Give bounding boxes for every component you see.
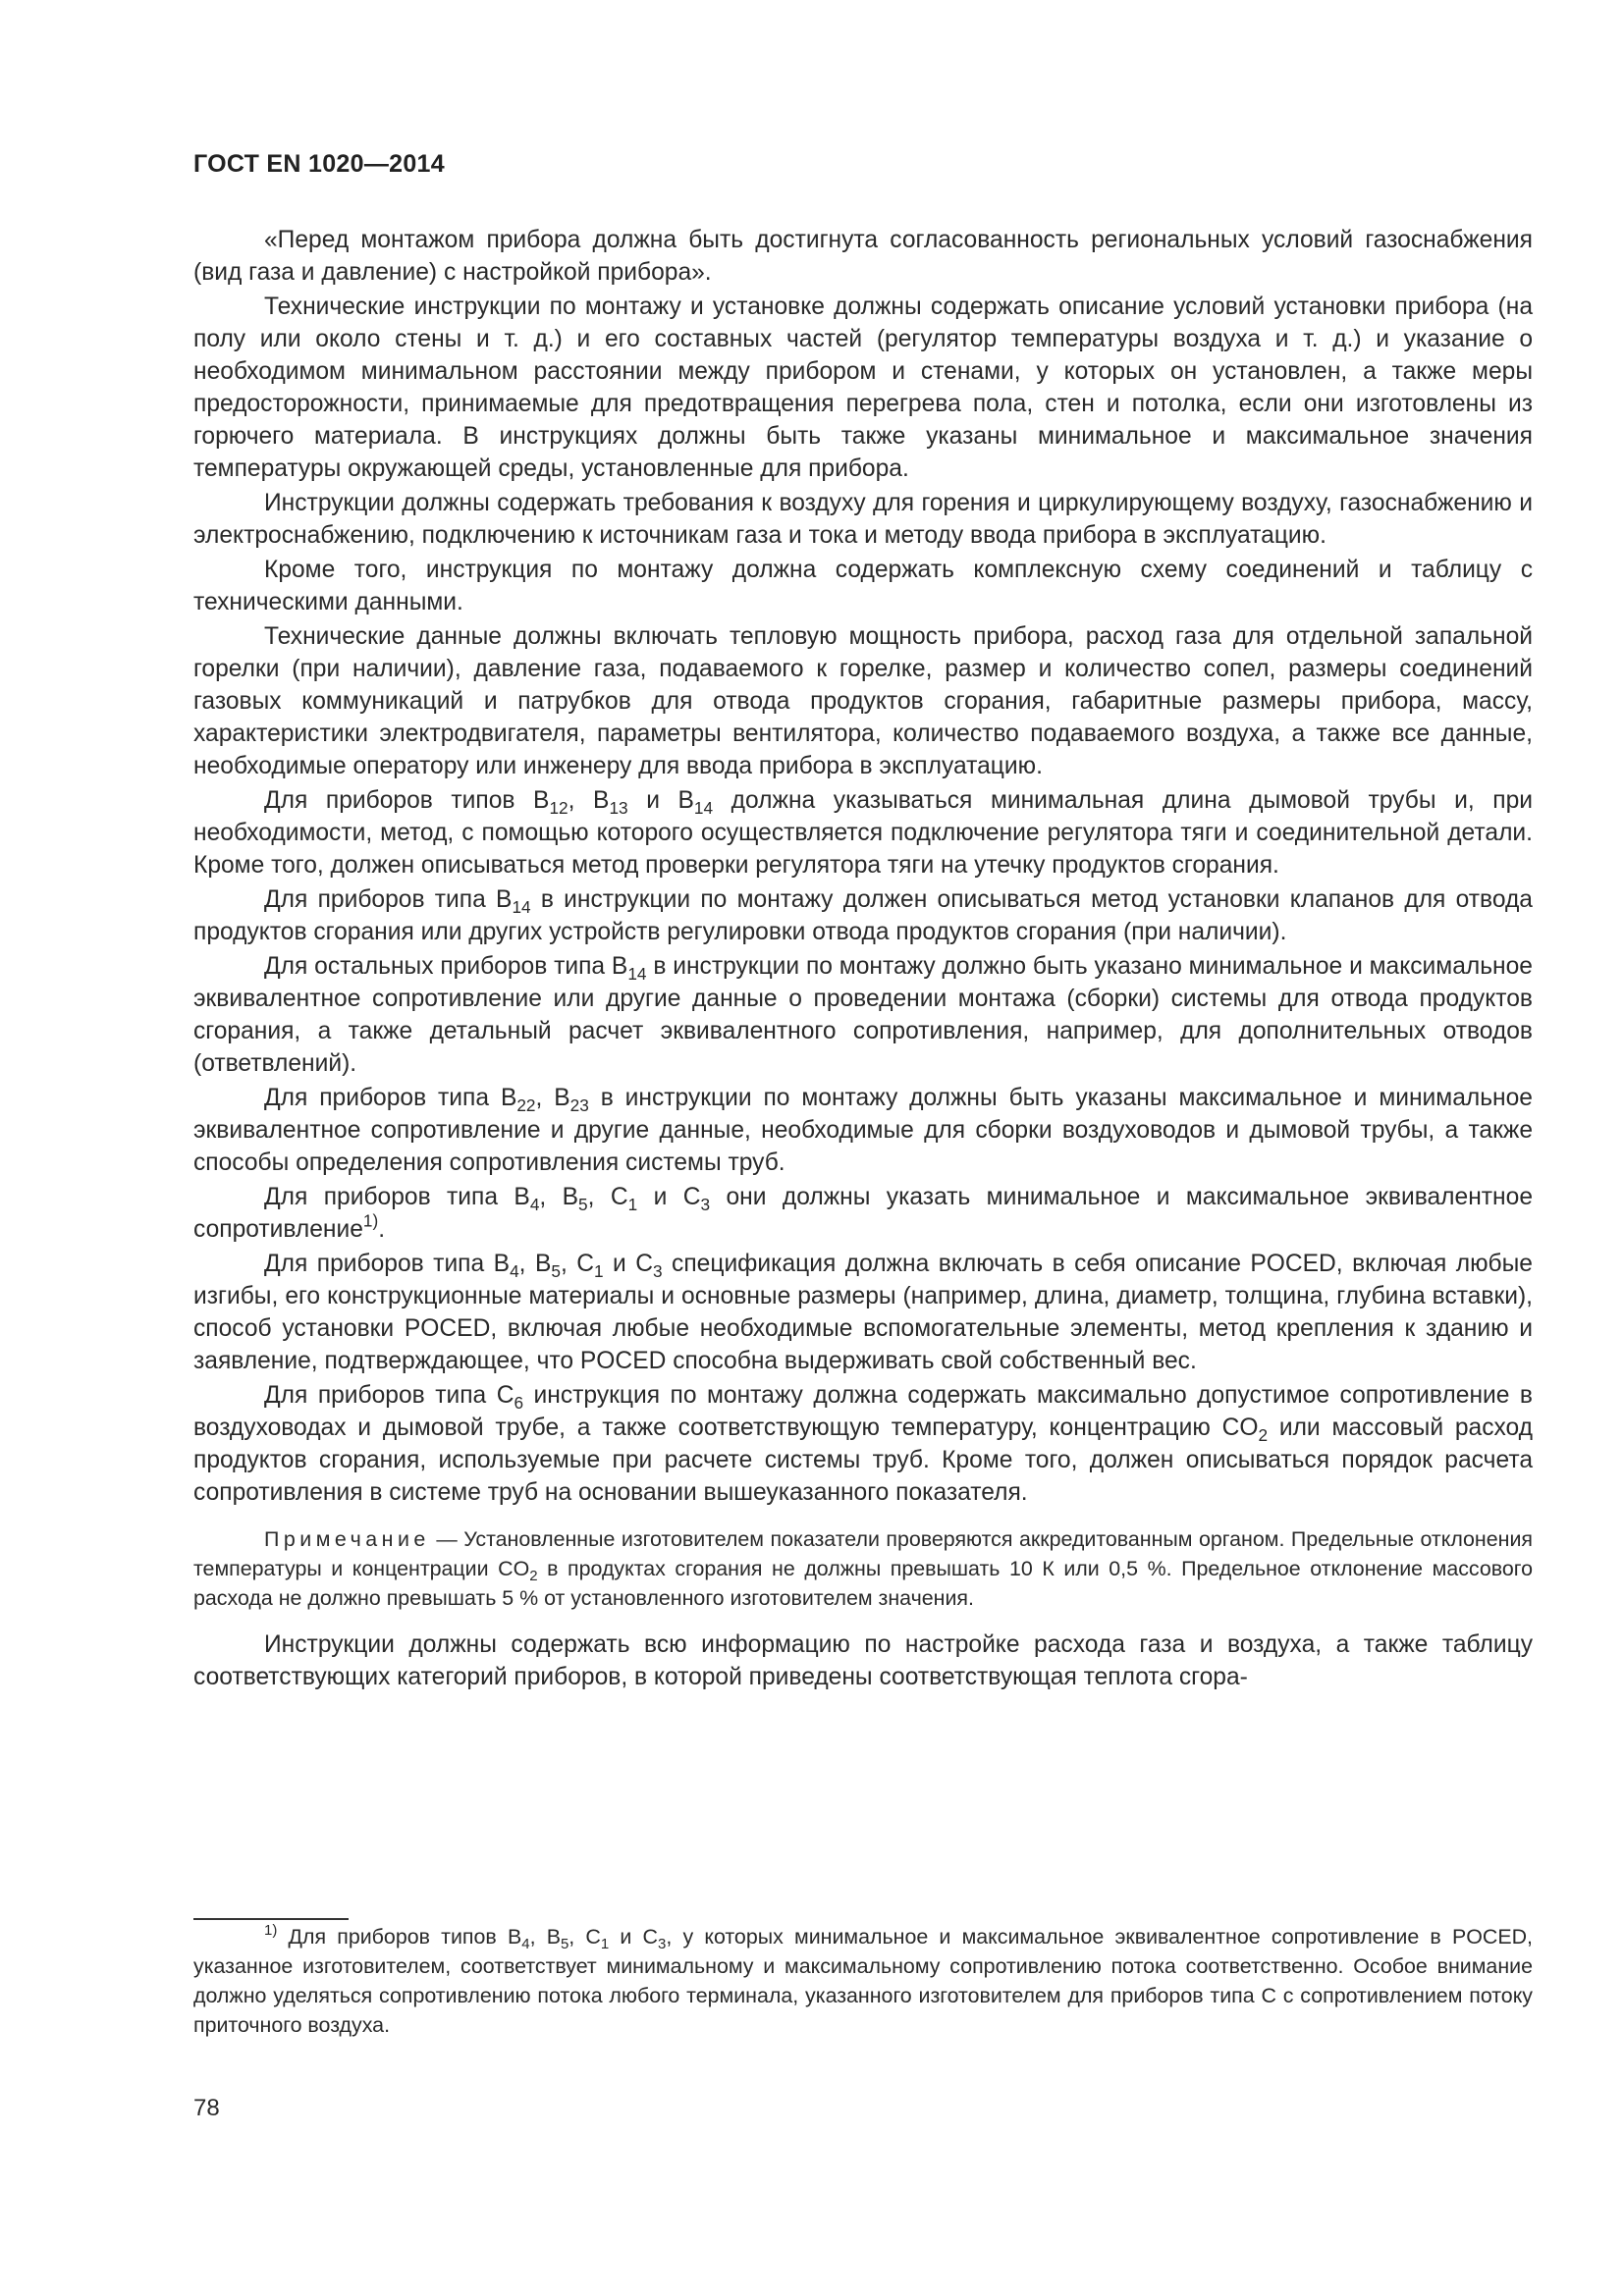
- page-number: 78: [193, 2095, 220, 2121]
- document-header: ГОСТ EN 1020—2014: [193, 150, 445, 178]
- paragraph-b22-b23: Для приборов типа $B_{22}$, $B_{23}$ в инструкции по монтажу должны быть указаны максимальное и минимальное эквивалентное сопротивление и другие данные, необходимые для сборки воздуховодов и дымовой трубы, а также способы определения сопротивления системы труб.: [193, 1085, 1533, 1176]
- footnote-mark: 1): [264, 1922, 278, 1940]
- paragraph: Технические инструкции по монтажу и установке должны содержать описание условий установки прибора (на полу или около стены и т. д.) и его составных частей (регулятор температуры воздуха и т. д.) и указание о необходимом минимальном расстоянии между прибором и стенами, у которых он установлен, а также меры предосторожности, принимаемые для предотвращения перегрева пола, стен и потолка, если они изготовлены из горючего материала. В инструкциях должны быть также указаны минимальное и максимальное значения температуры окружающей среды, установленные для прибора.: [193, 294, 1533, 482]
- paragraph-c6: Для приборов типа $C_6$ инструкция по монтажу должна содержать максимально допустимое сопротивление в воздуховодах и дымовой трубе, а также соответствующую температуру, концентрацию $CO_2$ или массовый расход продуктов сгорания, используемые при расчете системы труб. Кроме того, должен описываться порядок расчета сопротивления в системе труб на основании вышеуказанного показателя.: [193, 1382, 1533, 1506]
- paragraph: Технические данные должны включать тепловую мощность прибора, расход газа для отдельной запальной горелки (при наличии), давление газа, подаваемого к горелке, размер и количество сопел, размеры соединений газовых коммуникаций и патрубков для отвода продуктов сгорания, габаритные размеры прибора, массу, характеристики электродвигателя, параметры вентилятора, количество подаваемого воздуха, а также все данные, необходимые оператору или инженеру для ввода прибора в эксплуатацию.: [193, 623, 1533, 779]
- paragraph-b14: Для приборов типа $B_{14}$ в инструкции по монтажу должен описываться метод установки клапанов для отвода продуктов сгорания или других устройств регулировки отвода продуктов сгорания (при наличии).: [193, 886, 1533, 945]
- main-text: [193, 224, 1533, 1695]
- paragraph-b4-b5-c1-c3-resistance: Для приборов типа $B_4$, $B_5$, $C_1$ и $C_3$ они должны указать минимальное и максимальное эквивалентное сопротивление$^{1)}$.: [193, 1184, 1533, 1243]
- paragraph: Инструкции должны содержать требования к воздуху для горения и циркулирующему воздуху, газоснабжению и электроснабжению, подключению к источникам газа и тока и методу ввода прибора в эксплуатацию.: [193, 490, 1533, 549]
- paragraph-b4-b5-c1-c3-poced: Для приборов типа $B_4$, $B_5$, $C_1$ и $C_3$ спецификация должна включать в себя описание POCED, включая любые изгибы, его конструкционные материалы и основные размеры (например, длина, диаметр, толщина, глубина вставки), способ установки POCED, включая любые необходимые вспомогательные элементы, метод крепления к зданию и заявление, подтверждающее, что POCED способна выдерживать свой собственный вес.: [193, 1251, 1533, 1374]
- note: Примечание — Установленные изготовителем показатели проверяются аккредитованным органом. Предельные отклонения температуры и концентрации $CO_2$ в продуктах сгорания не должны превышать 10 К или 0,5 %. Предельное отклонение массового расхода не должно превышать 5 % от установленного изготовителем значения.: [193, 1527, 1534, 1610]
- paragraph-b12-b13-b14: Для приборов типов $B_{12}$, $B_{13}$ и $B_{14}$ должна указываться минимальная длина дымовой трубы и, при необходимости, метод, с помощью которого осуществляется подключение регулятора тяги и соединительной детали. Кроме того, должен описываться метод проверки регулятора тяги на утечку продуктов сгорания.: [193, 787, 1533, 879]
- paragraph: Кроме того, инструкция по монтажу должна содержать комплексную схему соединений и таблицу с техническими данными.: [193, 557, 1533, 615]
- footnote-divider: [193, 1918, 349, 1920]
- paragraph: «Перед монтажом прибора должна быть достигнута согласованность региональных условий газоснабжения (вид газа и давление) с настройкой прибора».: [193, 227, 1533, 286]
- footnote: $^{1)}$ Для приборов типов $B_4$, $B_5$, $C_1$ и $C_3$, у которых минимальное и максимальное эквивалентное сопротивление в POCED, указанное изготовителем, соответствует минимальному и максимальному сопротивлению потока соответственно. Особое внимание должно уделяться сопротивлению потока любого терминала, указанного изготовителем для приборов типа C с сопротивлением потоку приточного воздуха.: [193, 1922, 1533, 2037]
- paragraph-settings: Инструкции должны содержать всю информацию по настройке расхода газа и воздуха, а также таблицу соответствующих категорий приборов, в которой приведены соответствующая теплота сгора-: [193, 1631, 1533, 1690]
- paragraph-other-b14: Для остальных приборов типа $B_{14}$ в инструкции по монтажу должно быть указано минимальное и максимальное эквивалентное сопротивление или другие данные о проведении монтажа (сборки) системы для отвода продуктов сгорания, а также детальный расчет эквивалентного сопротивления, например, для дополнительных отводов (ответвлений).: [193, 953, 1533, 1077]
- note-label: Примечание: [264, 1527, 430, 1551]
- footnote-reference: 1): [362, 1210, 379, 1231]
